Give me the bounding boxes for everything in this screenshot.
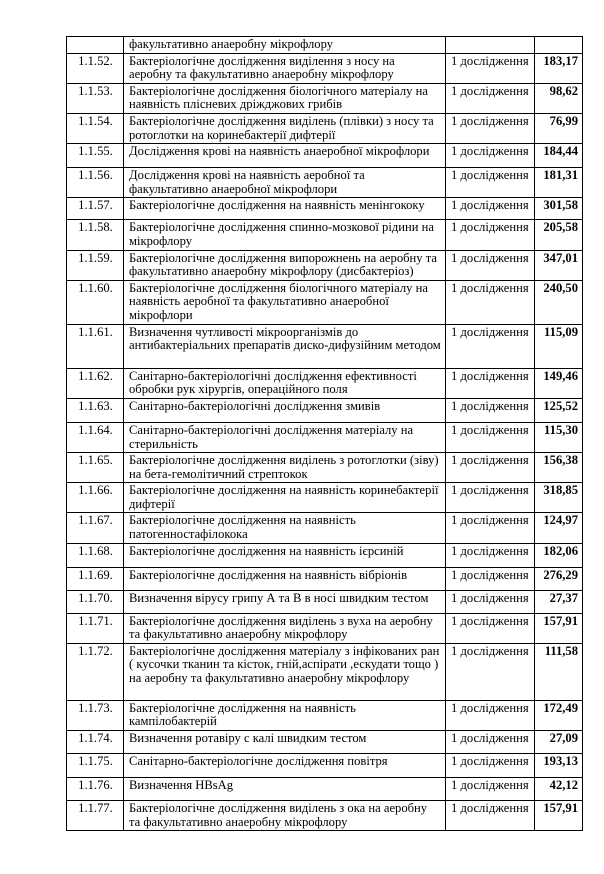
table-row [67, 144, 583, 168]
service-price: 184,44 [535, 144, 583, 168]
service-description: Бактеріологічне дослідження на наявність вібріонів [124, 567, 446, 590]
table-row [67, 53, 583, 83]
service-price: 149,46 [535, 368, 583, 398]
service-price: 193,13 [535, 754, 583, 778]
measurement-unit: 1 дослідження [446, 280, 535, 324]
service-price: 27,09 [535, 731, 583, 754]
row-number: 1.1.61. [67, 324, 124, 368]
table-row [67, 198, 583, 220]
table-row [67, 324, 583, 368]
row-number: 1.1.75. [67, 754, 124, 778]
measurement-unit: 1 дослідження [446, 513, 535, 543]
measurement-unit: 1 дослідження [446, 324, 535, 368]
service-description: Бактеріологічне дослідження матеріалу з інфікованих ран ( кусочки тканин та кісток, гній,аспірати ,ескудати тощо ) на аеробну та факультативно анаеробну мікрофлору [124, 643, 446, 700]
service-price [535, 37, 583, 54]
service-description: Бактеріологічне дослідження виділень з ока на аеробну та факультативно анаеробну мікрофлору [124, 801, 446, 831]
service-description: Бактеріологічне дослідження на наявність ієрсиній [124, 543, 446, 567]
row-number: 1.1.59. [67, 250, 124, 280]
row-number: 1.1.60. [67, 280, 124, 324]
service-description: Санітарно-бактеріологічне дослідження повітря [124, 754, 446, 778]
measurement-unit [446, 37, 535, 54]
price-list-body [67, 37, 583, 831]
table-row [67, 590, 583, 613]
table-row [67, 700, 583, 730]
service-price: 205,58 [535, 220, 583, 250]
row-number: 1.1.73. [67, 700, 124, 730]
service-price: 125,52 [535, 398, 583, 422]
service-description: Визначення чутливості мікроорганізмів до антибактеріальних препаратів диско-дифузійним методом [124, 324, 446, 368]
measurement-unit: 1 дослідження [446, 590, 535, 613]
service-description: Санітарно-бактеріологічні дослідження змивів [124, 398, 446, 422]
service-description: Бактеріологічне дослідження виділень з вуха на аеробну та факультативно анаеробну мікрофлору [124, 613, 446, 643]
service-description: факультативно анаеробну мікрофлору [124, 37, 446, 54]
service-description: Бактеріологічне дослідження виділень з ротоглотки (зіву) на бета-гемолітичний стрептокок [124, 453, 446, 483]
service-price: 183,17 [535, 53, 583, 83]
table-row [67, 543, 583, 567]
row-number: 1.1.71. [67, 613, 124, 643]
service-description: Бактеріологічне дослідження на наявність патогенностафілокока [124, 513, 446, 543]
row-number: 1.1.69. [67, 567, 124, 590]
service-description: Визначення вірусу грипу А та В в носі швидким тестом [124, 590, 446, 613]
table-row [67, 37, 583, 54]
service-price: 42,12 [535, 778, 583, 801]
table-row [67, 801, 583, 831]
row-number: 1.1.52. [67, 53, 124, 83]
table-row [67, 613, 583, 643]
table-row [67, 280, 583, 324]
row-number: 1.1.76. [67, 778, 124, 801]
table-row [67, 368, 583, 398]
service-price: 124,97 [535, 513, 583, 543]
service-description: Санітарно-бактеріологічні дослідження ефективності обробки рук хірургів, операційного поля [124, 368, 446, 398]
service-description: Бактеріологічне дослідження виділень (плівки) з носу та ротоглотки на коринебактерії дифтерії [124, 113, 446, 143]
service-price: 98,62 [535, 83, 583, 113]
row-number: 1.1.55. [67, 144, 124, 168]
table-row [67, 731, 583, 754]
service-price: 182,06 [535, 543, 583, 567]
row-number: 1.1.58. [67, 220, 124, 250]
table-row [67, 168, 583, 198]
service-price: 115,30 [535, 422, 583, 452]
service-description: Визначення ротавіру с калі швидким тестом [124, 731, 446, 754]
service-price: 276,29 [535, 567, 583, 590]
service-description: Бактеріологічне дослідження на наявність менінгококу [124, 198, 446, 220]
measurement-unit: 1 дослідження [446, 801, 535, 831]
table-row [67, 513, 583, 543]
row-number: 1.1.65. [67, 453, 124, 483]
measurement-unit: 1 дослідження [446, 731, 535, 754]
price-list-table [66, 36, 583, 831]
table-row [67, 250, 583, 280]
service-description: Бактеріологічне дослідження спинно-мозкової рідини на мікрофлору [124, 220, 446, 250]
table-row [67, 220, 583, 250]
measurement-unit: 1 дослідження [446, 643, 535, 700]
service-price: 318,85 [535, 483, 583, 513]
service-price: 240,50 [535, 280, 583, 324]
service-price: 76,99 [535, 113, 583, 143]
measurement-unit: 1 дослідження [446, 168, 535, 198]
service-price: 157,91 [535, 613, 583, 643]
service-price: 172,49 [535, 700, 583, 730]
row-number: 1.1.56. [67, 168, 124, 198]
service-price: 301,58 [535, 198, 583, 220]
row-number: 1.1.62. [67, 368, 124, 398]
measurement-unit: 1 дослідження [446, 83, 535, 113]
table-row [67, 422, 583, 452]
table-row [67, 453, 583, 483]
service-description: Бактеріологічне дослідження біологічного матеріалу на наявність плісневих дріжджових грибів [124, 83, 446, 113]
service-description: Дослідження крові на наявність аеробної та факультативно анаеробної мікрофлори [124, 168, 446, 198]
measurement-unit: 1 дослідження [446, 422, 535, 452]
row-number: 1.1.54. [67, 113, 124, 143]
row-number [67, 37, 124, 54]
service-description: Санітарно-бактеріологічні дослідження матеріалу на стерильність [124, 422, 446, 452]
service-price: 156,38 [535, 453, 583, 483]
table-row [67, 754, 583, 778]
service-price: 181,31 [535, 168, 583, 198]
measurement-unit: 1 дослідження [446, 778, 535, 801]
table-row [67, 483, 583, 513]
measurement-unit: 1 дослідження [446, 453, 535, 483]
row-number: 1.1.68. [67, 543, 124, 567]
service-price: 115,09 [535, 324, 583, 368]
measurement-unit: 1 дослідження [446, 398, 535, 422]
measurement-unit: 1 дослідження [446, 220, 535, 250]
table-row [67, 83, 583, 113]
measurement-unit: 1 дослідження [446, 250, 535, 280]
measurement-unit: 1 дослідження [446, 113, 535, 143]
row-number: 1.1.63. [67, 398, 124, 422]
measurement-unit: 1 дослідження [446, 567, 535, 590]
measurement-unit: 1 дослідження [446, 754, 535, 778]
service-description: Бактеріологічне дослідження на наявність кампілобактерій [124, 700, 446, 730]
service-price: 111,58 [535, 643, 583, 700]
measurement-unit: 1 дослідження [446, 613, 535, 643]
service-price: 157,91 [535, 801, 583, 831]
service-description: Визначення HBsAg [124, 778, 446, 801]
service-description: Бактеріологічне дослідження біологічного матеріалу на наявність аеробної та факультативно анаеробної мікрофлори [124, 280, 446, 324]
row-number: 1.1.70. [67, 590, 124, 613]
table-row [67, 398, 583, 422]
row-number: 1.1.64. [67, 422, 124, 452]
measurement-unit: 1 дослідження [446, 483, 535, 513]
service-price: 27,37 [535, 590, 583, 613]
table-row [67, 778, 583, 801]
service-description: Дослідження крові на наявність анаеробної мікрофлори [124, 144, 446, 168]
measurement-unit: 1 дослідження [446, 198, 535, 220]
row-number: 1.1.72. [67, 643, 124, 700]
measurement-unit: 1 дослідження [446, 368, 535, 398]
table-row [67, 113, 583, 143]
row-number: 1.1.53. [67, 83, 124, 113]
service-description: Бактеріологічне дослідження виділення з носу на аеробну та факультативно анаеробну мікрофлору [124, 53, 446, 83]
row-number: 1.1.77. [67, 801, 124, 831]
measurement-unit: 1 дослідження [446, 543, 535, 567]
row-number: 1.1.57. [67, 198, 124, 220]
row-number: 1.1.66. [67, 483, 124, 513]
table-row [67, 643, 583, 700]
table-row [67, 567, 583, 590]
measurement-unit: 1 дослідження [446, 144, 535, 168]
row-number: 1.1.74. [67, 731, 124, 754]
measurement-unit: 1 дослідження [446, 700, 535, 730]
service-price: 347,01 [535, 250, 583, 280]
service-description: Бактеріологічне дослідження на наявність коринебактерії дифтерії [124, 483, 446, 513]
service-description: Бактеріологічне дослідження випорожнень на аеробну та факультативно анаеробну мікрофлору (дисбактеріоз) [124, 250, 446, 280]
row-number: 1.1.67. [67, 513, 124, 543]
measurement-unit: 1 дослідження [446, 53, 535, 83]
